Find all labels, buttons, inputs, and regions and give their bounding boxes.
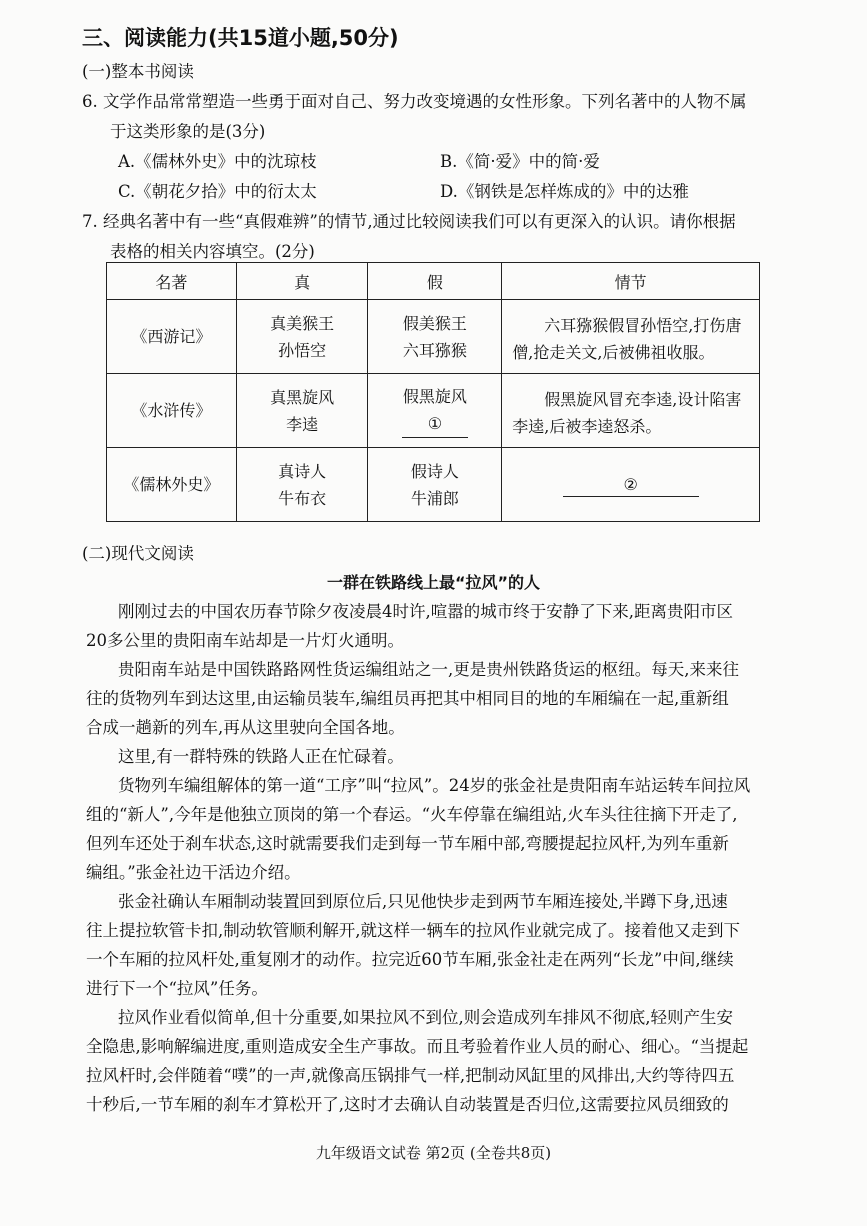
article-line: 但列车还处于刹车状态,这时就需要我们走到每一节车厢中部,弯腰提起拉风杆,为列车重新 [86, 834, 729, 853]
table-header: 假 [368, 263, 502, 300]
section-title: 三、阅读能力(共15道小题,50分) [82, 26, 399, 50]
article-line: 拉风作业看似简单,但十分重要,如果拉风不到位,则会造成列车排风不彻底,轻则产生安 [118, 1008, 733, 1027]
table-header-row [107, 263, 760, 300]
article-line: 往上提拉软管卡扣,制动软管顺利解开,就这样一辆车的拉风作业就完成了。接着他又走到下 [86, 921, 740, 940]
q6-option-d: D.《钢铁是怎样炼成的》中的达雅 [440, 182, 689, 201]
book-cell: 《水浒传》 [107, 374, 237, 448]
real-cell [236, 300, 368, 374]
real-person: 牛布衣 [278, 488, 327, 508]
q7-line1: 7. 经典名著中有一些“真假难辨”的情节,通过比较阅读我们可以有更深入的认识。请你根据 [82, 212, 736, 231]
q6-option-c: C.《朝花夕拾》中的衍太太 [118, 182, 317, 201]
q6-option-b: B.《简·爱》中的简·爱 [440, 152, 600, 171]
article-line: 拉风杆时,会伴随着“噗”的一声,就像高压锅排气一样,把制动风缸里的风排出,大约等待四五 [86, 1066, 735, 1085]
fake-cell [368, 300, 502, 374]
q6-option-a: A.《儒林外史》中的沈琼枝 [118, 152, 317, 171]
real-name: 真美猴王 [270, 313, 335, 333]
article-line: 组的“新人”,今年是他独立顶岗的第一个春运。“火车停靠在编组站,火车头往往摘下开走了, [86, 805, 738, 824]
real-person: 李逵 [286, 414, 319, 434]
comparison-table [106, 262, 760, 522]
article-line: 进行下一个“拉风”任务。 [86, 979, 268, 998]
real-cell [236, 448, 368, 522]
article-line: 张金社确认车厢制动装置回到原位后,只见他快步走到两节车厢连接处,半蹲下身,迅速 [118, 892, 728, 911]
table-header: 真 [236, 263, 368, 300]
part2-label: (二)现代文阅读 [82, 544, 194, 563]
real-name: 真黑旋风 [270, 387, 335, 407]
article-line: 这里,有一群特殊的铁路人正在忙碌着。 [118, 747, 404, 766]
article-line: 往的货物列车到达这里,由运输员装车,编组员再把其中相同目的地的车厢编在一起,重新组 [86, 689, 729, 708]
book-cell: 《儒林外史》 [107, 448, 237, 522]
table-row [107, 300, 760, 374]
article-line: 编组。”张金社边干活边介绍。 [86, 863, 301, 882]
page-footer: 九年级语文试卷 第2页 (全卷共8页) [315, 1144, 552, 1162]
article-line: 全隐患,影响解编进度,重则造成安全生产事故。而且考验着作业人员的耐心、细心。“当提起 [86, 1037, 749, 1056]
plot-cell: 假黑旋风冒充李逵,设计陷害李逵,后被李逵怒杀。 [502, 374, 760, 448]
table-header: 情节 [502, 263, 760, 300]
real-person: 孙悟空 [278, 340, 327, 360]
article-line: 货物列车编组解体的第一道“工序”叫“拉风”。24岁的张金社是贵阳南车站运转车间拉风 [118, 776, 751, 795]
plot-cell: 六耳猕猴假冒孙悟空,打伤唐僧,抢走关文,后被佛祖收服。 [502, 300, 760, 374]
article-line: 一个车厢的拉风杆处,重复刚才的动作。拉完近60节车厢,张金社走在两列“长龙”中间,继续 [86, 950, 734, 969]
answer-blank-2[interactable]: ② [563, 474, 699, 497]
answer-blank-1[interactable]: ① [402, 410, 468, 438]
plot-cell [502, 448, 760, 522]
table-row [107, 374, 760, 448]
book-cell: 《西游记》 [107, 300, 237, 374]
fake-person: 牛浦郎 [410, 488, 459, 508]
article-line: 20多公里的贵阳南车站却是一片灯火通明。 [86, 631, 404, 650]
fake-name: 假黑旋风 [402, 387, 467, 406]
article-line: 十秒后,一节车厢的刹车才算松开了,这时才去确认自动装置是否归位,这需要拉风员细致的 [86, 1095, 729, 1114]
q6-line2: 于这类形象的是(3分) [110, 122, 266, 141]
article-line: 贵阳南车站是中国铁路路网性货运编组站之一,更是贵州铁路货运的枢纽。每天,来来往 [118, 660, 739, 679]
real-name: 真诗人 [278, 461, 327, 481]
q6-line1: 6. 文学作品常常塑造一些勇于面对自己、努力改变境遇的女性形象。下列名著中的人物不属 [82, 92, 747, 111]
article-title: 一群在铁路线上最“拉风”的人 [326, 573, 541, 592]
fake-person: 六耳猕猴 [402, 340, 467, 360]
part1-label: (一)整本书阅读 [82, 62, 194, 81]
fake-name: 假美猴王 [402, 313, 467, 333]
table-header: 名著 [107, 263, 237, 300]
real-cell [236, 374, 368, 448]
fake-name: 假诗人 [410, 461, 459, 481]
fake-cell [368, 374, 502, 448]
q7-line2: 表格的相关内容填空。(2分) [110, 242, 315, 261]
fake-cell [368, 448, 502, 522]
article-line: 合成一趟新的列车,再从这里驶向全国各地。 [86, 718, 405, 737]
article-line: 刚刚过去的中国农历春节除夕夜凌晨4时许,喧嚣的城市终于安静了下来,距离贵阳市区 [118, 602, 733, 621]
table-row [107, 448, 760, 522]
